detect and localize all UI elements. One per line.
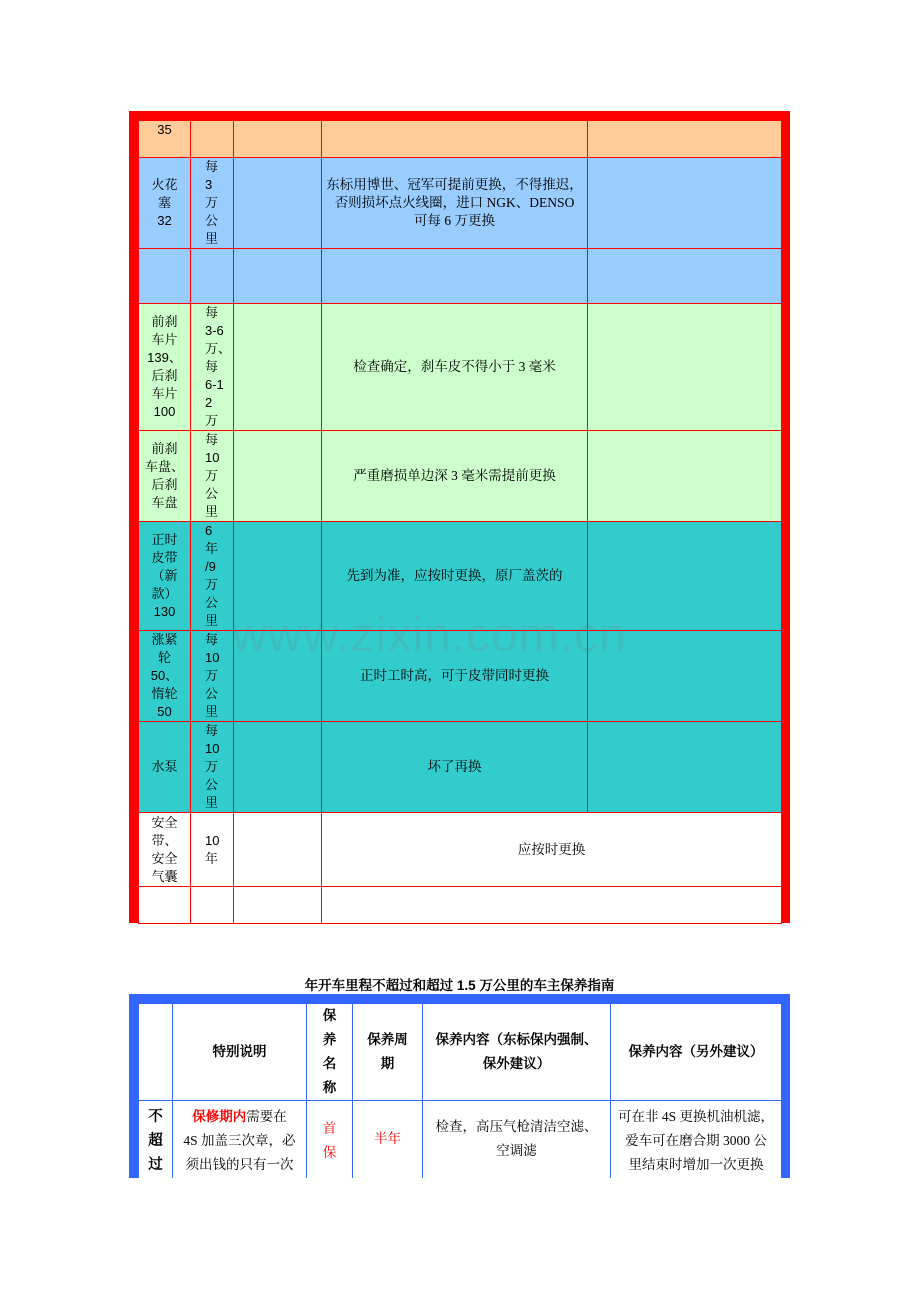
cycle-cell: 半年 — [353, 1101, 423, 1179]
header-name: 保 养 名 称 — [307, 1004, 353, 1101]
item-cell — [139, 249, 191, 304]
name-cell: 首 保 — [307, 1101, 353, 1179]
interval-cell: 6 年 /9 万 公 里 — [191, 522, 234, 631]
table-row — [139, 431, 782, 522]
table-row — [139, 304, 782, 431]
blank-cell — [234, 304, 322, 431]
item-cell: 正时 皮带 （新 款） 130 — [139, 522, 191, 631]
blank-cell — [234, 631, 322, 722]
interval-cell: 每 10 万 公 里 — [191, 722, 234, 813]
interval-cell: 10 年 — [191, 813, 234, 887]
blank-cell — [588, 249, 782, 304]
note-cell: 应按时更换 — [322, 813, 782, 887]
guide-row — [139, 1101, 782, 1179]
header-content-extra: 保养内容（另外建议） — [611, 1004, 782, 1101]
header-blank — [139, 1004, 173, 1101]
interval-cell: 每 3-6 万、 每 6-1 2 万 — [191, 304, 234, 431]
content-extra-cell: 可在非 4S 更换机油机滤， 爱车可在磨合期 3000 公 里结束时增加一次更换 — [611, 1101, 782, 1179]
warranty-highlight: 保修期内 — [192, 1109, 247, 1124]
blank-cell — [234, 887, 322, 924]
note-cell: 检查确定，刹车皮不得小于 3 毫米 — [322, 304, 588, 431]
special-cell — [173, 1101, 307, 1179]
blank-cell — [234, 813, 322, 887]
maintenance-table — [138, 120, 782, 924]
blank-cell — [588, 522, 782, 631]
note-cell: 东标用博世、冠军可提前更换，不得推迟， 否则损坏点火线圈，进口 NGK、DENSO 可每 6 万更换 — [322, 158, 588, 249]
note-cell: 坏了再换 — [322, 722, 588, 813]
item-cell: 涨紧 轮 50、 惰轮 50 — [139, 631, 191, 722]
blank-cell — [234, 121, 322, 158]
blank-cell — [234, 722, 322, 813]
item-cell: 安全 带、 安全 气囊 — [139, 813, 191, 887]
blank-cell — [588, 158, 782, 249]
special-text: 需要在 4S 加盖三次章，必 须出钱的只有一次 — [183, 1109, 296, 1172]
blank-cell — [322, 887, 782, 924]
table-row-faded — [139, 249, 782, 304]
blank-cell — [234, 431, 322, 522]
interval-cell: 每 10 万 公 里 — [191, 631, 234, 722]
guide-table-border — [129, 994, 790, 1178]
blank-cell — [234, 522, 322, 631]
item-cell: 35 — [139, 121, 191, 158]
interval-cell — [191, 249, 234, 304]
interval-cell: 每 10 万 公 里 — [191, 431, 234, 522]
interval-cell — [191, 121, 234, 158]
content-4s-cell: 检查，高压气枪清洁空滤、 空调滤 — [423, 1101, 611, 1179]
blank-cell — [588, 631, 782, 722]
note-cell: 严重磨损单边深 3 毫米需提前更换 — [322, 431, 588, 522]
blank-cell — [588, 121, 782, 158]
note-cell — [322, 249, 588, 304]
header-cycle: 保养周 期 — [353, 1004, 423, 1101]
table-row — [139, 722, 782, 813]
table-row — [139, 121, 782, 158]
table-row — [139, 813, 782, 887]
blank-cell — [234, 249, 322, 304]
table-row — [139, 631, 782, 722]
header-content-4s: 保养内容（东标保内强制、 保外建议） — [423, 1004, 611, 1101]
blank-cell — [588, 431, 782, 522]
guide-table — [138, 1003, 782, 1178]
table-row — [139, 522, 782, 631]
note-cell: 正时工时高，可于皮带同时更换 — [322, 631, 588, 722]
blank-cell — [588, 304, 782, 431]
blank-cell — [191, 887, 234, 924]
guide-title: 年开车里程不超过和超过 1.5 万公里的车主保养指南 — [304, 978, 615, 993]
interval-cell: 每 3 万 公 里 — [191, 158, 234, 249]
blank-cell — [139, 887, 191, 924]
guide-header-row — [139, 1004, 782, 1101]
note-cell — [322, 121, 588, 158]
item-cell: 水泵 — [139, 722, 191, 813]
item-cell: 前刹 车片 139、 后刹 车片 100 — [139, 304, 191, 431]
table-row-empty — [139, 887, 782, 924]
item-cell: 前刹 车盘、 后刹 车盘 — [139, 431, 191, 522]
maintenance-table-frame — [138, 120, 781, 914]
maintenance-table-border — [129, 111, 790, 923]
header-special: 特别说明 — [173, 1004, 307, 1101]
table-row — [139, 158, 782, 249]
note-cell: 先到为准，应按时更换，原厂盖茨的 — [322, 522, 588, 631]
guide-table-frame — [138, 1003, 781, 1178]
blank-cell — [234, 158, 322, 249]
group-cell: 不 超 过 — [139, 1101, 173, 1179]
item-cell: 火花 塞 32 — [139, 158, 191, 249]
blank-cell — [588, 722, 782, 813]
